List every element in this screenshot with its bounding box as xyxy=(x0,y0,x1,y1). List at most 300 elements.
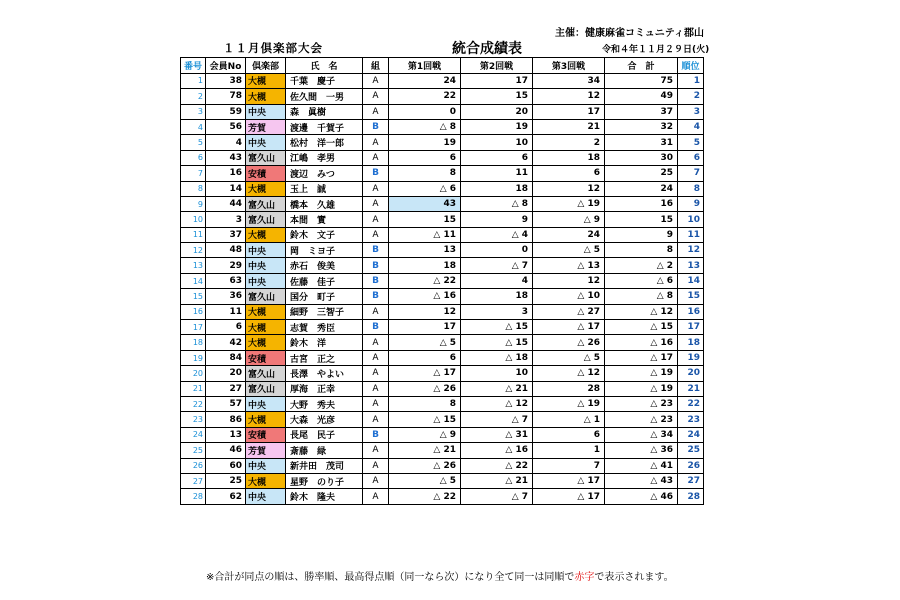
cell-member: 59 xyxy=(206,104,246,119)
cell-round3: △ 17 xyxy=(533,473,605,488)
cell-round2: △ 16 xyxy=(461,443,533,458)
cell-rank: 17 xyxy=(678,320,704,335)
cell-group: B xyxy=(363,166,389,181)
cell-rank: 25 xyxy=(678,443,704,458)
cell-name: 橋本 久雄 xyxy=(286,196,363,211)
cell-round2: △ 22 xyxy=(461,458,533,473)
cell-club: 安積 xyxy=(246,427,286,442)
cell-club: 中央 xyxy=(246,243,286,258)
cell-rank: 14 xyxy=(678,273,704,288)
cell-name: 千葉 慶子 xyxy=(286,73,363,88)
cell-group: B xyxy=(363,289,389,304)
cell-round3: 28 xyxy=(533,381,605,396)
cell-total: 24 xyxy=(605,181,678,196)
cell-member: 57 xyxy=(206,397,246,412)
cell-round2: 18 xyxy=(461,181,533,196)
cell-club: 中央 xyxy=(246,489,286,504)
cell-round3: △ 27 xyxy=(533,304,605,319)
cell-round3: 2 xyxy=(533,135,605,150)
table-row xyxy=(181,227,704,242)
cell-round3: △ 5 xyxy=(533,243,605,258)
results-table xyxy=(180,57,704,505)
cell-member: 37 xyxy=(206,227,246,242)
cell-club: 大槻 xyxy=(246,412,286,427)
cell-round3: △ 12 xyxy=(533,366,605,381)
table-row xyxy=(181,212,704,227)
cell-group: A xyxy=(363,89,389,104)
cell-no: 24 xyxy=(181,427,206,442)
event-title: １１月倶楽部大会 xyxy=(223,41,323,55)
col-header-member: 会員No xyxy=(206,58,246,74)
cell-no: 25 xyxy=(181,443,206,458)
cell-rank: 15 xyxy=(678,289,704,304)
table-row xyxy=(181,181,704,196)
cell-no: 14 xyxy=(181,273,206,288)
cell-rank: 18 xyxy=(678,335,704,350)
cell-rank: 1 xyxy=(678,73,704,88)
cell-no: 15 xyxy=(181,289,206,304)
cell-name: 佐久間 一男 xyxy=(286,89,363,104)
cell-round3: 7 xyxy=(533,458,605,473)
table-row xyxy=(181,381,704,396)
cell-name: 岡 ミヨ子 xyxy=(286,243,363,258)
cell-name: 志賀 秀臣 xyxy=(286,320,363,335)
cell-no: 22 xyxy=(181,397,206,412)
sponsor-text: 主催：健康麻雀コミュニティ郡山 xyxy=(555,28,704,39)
col-header-club: 倶楽部 xyxy=(246,58,286,74)
cell-rank: 8 xyxy=(678,181,704,196)
table-row xyxy=(181,320,704,335)
cell-member: 29 xyxy=(206,258,246,273)
cell-total: △ 46 xyxy=(605,489,678,504)
cell-name: 星野 のり子 xyxy=(286,473,363,488)
cell-member: 16 xyxy=(206,166,246,181)
cell-club: 富久山 xyxy=(246,289,286,304)
cell-round3: 34 xyxy=(533,73,605,88)
cell-no: 1 xyxy=(181,73,206,88)
table-row xyxy=(181,73,704,88)
cell-round1: 13 xyxy=(389,243,461,258)
cell-round2: 11 xyxy=(461,166,533,181)
cell-round3: 12 xyxy=(533,273,605,288)
cell-club: 大槻 xyxy=(246,335,286,350)
cell-total: △ 17 xyxy=(605,350,678,365)
cell-total: 9 xyxy=(605,227,678,242)
col-header-group: 組 xyxy=(363,58,389,74)
cell-name: 古宮 正之 xyxy=(286,350,363,365)
cell-round1: △ 5 xyxy=(389,473,461,488)
cell-total: △ 19 xyxy=(605,366,678,381)
cell-club: 中央 xyxy=(246,104,286,119)
cell-rank: 4 xyxy=(678,119,704,134)
cell-group: A xyxy=(363,227,389,242)
cell-club: 大槻 xyxy=(246,73,286,88)
cell-no: 17 xyxy=(181,320,206,335)
cell-member: 4 xyxy=(206,135,246,150)
table-row xyxy=(181,243,704,258)
cell-name: 鈴木 隆夫 xyxy=(286,489,363,504)
cell-round1: 24 xyxy=(389,73,461,88)
cell-name: 厚海 正幸 xyxy=(286,381,363,396)
cell-group: A xyxy=(363,104,389,119)
table-row xyxy=(181,196,704,211)
cell-total: 30 xyxy=(605,150,678,165)
cell-rank: 16 xyxy=(678,304,704,319)
cell-rank: 21 xyxy=(678,381,704,396)
cell-round3: △ 19 xyxy=(533,196,605,211)
cell-total: △ 8 xyxy=(605,289,678,304)
cell-total: △ 36 xyxy=(605,443,678,458)
col-header-total: 合 計 xyxy=(605,58,678,74)
cell-round2: 15 xyxy=(461,89,533,104)
cell-round2: △ 7 xyxy=(461,258,533,273)
cell-rank: 23 xyxy=(678,412,704,427)
cell-no: 20 xyxy=(181,366,206,381)
cell-no: 7 xyxy=(181,166,206,181)
cell-group: A xyxy=(363,443,389,458)
cell-group: A xyxy=(363,335,389,350)
cell-member: 25 xyxy=(206,473,246,488)
cell-rank: 26 xyxy=(678,458,704,473)
cell-total: 16 xyxy=(605,196,678,211)
table-row xyxy=(181,258,704,273)
cell-member: 63 xyxy=(206,273,246,288)
cell-round3: 12 xyxy=(533,181,605,196)
table-row xyxy=(181,89,704,104)
cell-name: 本間 實 xyxy=(286,212,363,227)
cell-member: 3 xyxy=(206,212,246,227)
cell-group: A xyxy=(363,458,389,473)
cell-round1: 19 xyxy=(389,135,461,150)
table-row xyxy=(181,166,704,181)
cell-round3: △ 17 xyxy=(533,320,605,335)
cell-total: 37 xyxy=(605,104,678,119)
cell-round2: △ 31 xyxy=(461,427,533,442)
col-header-r3: 第3回戦 xyxy=(533,58,605,74)
cell-member: 62 xyxy=(206,489,246,504)
cell-name: 渡辺 みつ xyxy=(286,166,363,181)
cell-round1: 18 xyxy=(389,258,461,273)
cell-rank: 7 xyxy=(678,166,704,181)
cell-club: 中央 xyxy=(246,273,286,288)
cell-group: A xyxy=(363,150,389,165)
cell-name: 長尾 民子 xyxy=(286,427,363,442)
cell-club: 富久山 xyxy=(246,212,286,227)
cell-name: 大森 光彦 xyxy=(286,412,363,427)
cell-group: A xyxy=(363,181,389,196)
cell-name: 松村 洋一郎 xyxy=(286,135,363,150)
cell-round1: △ 9 xyxy=(389,427,461,442)
cell-round2: 6 xyxy=(461,150,533,165)
cell-total: △ 16 xyxy=(605,335,678,350)
cell-no: 19 xyxy=(181,350,206,365)
table-row xyxy=(181,473,704,488)
cell-member: 36 xyxy=(206,289,246,304)
cell-name: 江嶋 孝男 xyxy=(286,150,363,165)
cell-round1: 6 xyxy=(389,350,461,365)
cell-rank: 22 xyxy=(678,397,704,412)
cell-member: 20 xyxy=(206,366,246,381)
cell-name: 佐藤 佳子 xyxy=(286,273,363,288)
cell-group: A xyxy=(363,366,389,381)
cell-round3: △ 13 xyxy=(533,258,605,273)
cell-group: B xyxy=(363,243,389,258)
page-title: 統合成績表 xyxy=(452,41,522,57)
cell-group: B xyxy=(363,273,389,288)
cell-member: 46 xyxy=(206,443,246,458)
cell-round3: 1 xyxy=(533,443,605,458)
cell-club: 中央 xyxy=(246,258,286,273)
cell-no: 26 xyxy=(181,458,206,473)
footnote-red-text: 赤字 xyxy=(574,572,595,583)
cell-rank: 12 xyxy=(678,243,704,258)
cell-name: 森 眞樹 xyxy=(286,104,363,119)
cell-round1: 15 xyxy=(389,212,461,227)
footnote-text: ※合計が同点の順は、勝率順、最高得点順（同一なら次）になり全て同一は同順で xyxy=(206,572,575,583)
cell-round1: △ 16 xyxy=(389,289,461,304)
event-date: 令和４年１１月２９日(火) xyxy=(602,45,710,55)
footnote xyxy=(206,568,674,583)
cell-name: 鈴木 洋 xyxy=(286,335,363,350)
table-row xyxy=(181,458,704,473)
table-row xyxy=(181,412,704,427)
cell-no: 3 xyxy=(181,104,206,119)
cell-club: 大槻 xyxy=(246,89,286,104)
cell-group: A xyxy=(363,473,389,488)
cell-no: 12 xyxy=(181,243,206,258)
cell-round3: △ 5 xyxy=(533,350,605,365)
cell-round3: △ 17 xyxy=(533,489,605,504)
cell-rank: 9 xyxy=(678,196,704,211)
table-row xyxy=(181,289,704,304)
cell-club: 大槻 xyxy=(246,304,286,319)
cell-round3: △ 9 xyxy=(533,212,605,227)
cell-club: 富久山 xyxy=(246,366,286,381)
cell-round1: △ 8 xyxy=(389,119,461,134)
cell-no: 4 xyxy=(181,119,206,134)
cell-rank: 10 xyxy=(678,212,704,227)
cell-member: 11 xyxy=(206,304,246,319)
cell-round1: △ 17 xyxy=(389,366,461,381)
cell-group: B xyxy=(363,427,389,442)
cell-total: △ 12 xyxy=(605,304,678,319)
cell-rank: 2 xyxy=(678,89,704,104)
cell-member: 56 xyxy=(206,119,246,134)
cell-member: 42 xyxy=(206,335,246,350)
footnote-text-end: で表示されます。 xyxy=(594,572,674,583)
cell-no: 13 xyxy=(181,258,206,273)
cell-round1: △ 15 xyxy=(389,412,461,427)
table-row xyxy=(181,119,704,134)
cell-name: 赤石 俊美 xyxy=(286,258,363,273)
cell-name: 渡邊 千賀子 xyxy=(286,119,363,134)
cell-no: 18 xyxy=(181,335,206,350)
cell-group: A xyxy=(363,73,389,88)
cell-round2: 19 xyxy=(461,119,533,134)
cell-round1: 8 xyxy=(389,397,461,412)
cell-no: 9 xyxy=(181,196,206,211)
cell-no: 28 xyxy=(181,489,206,504)
col-header-r1: 第1回戦 xyxy=(389,58,461,74)
cell-round3: 6 xyxy=(533,427,605,442)
cell-rank: 28 xyxy=(678,489,704,504)
cell-member: 84 xyxy=(206,350,246,365)
cell-round3: 21 xyxy=(533,119,605,134)
cell-club: 芳賀 xyxy=(246,119,286,134)
table-row xyxy=(181,366,704,381)
cell-round1: 6 xyxy=(389,150,461,165)
cell-round1: 12 xyxy=(389,304,461,319)
cell-club: 中央 xyxy=(246,397,286,412)
col-header-name: 氏 名 xyxy=(286,58,363,74)
cell-round2: 4 xyxy=(461,273,533,288)
cell-total: △ 43 xyxy=(605,473,678,488)
cell-group: B xyxy=(363,119,389,134)
cell-round1: △ 6 xyxy=(389,181,461,196)
cell-member: 14 xyxy=(206,181,246,196)
table-row xyxy=(181,443,704,458)
cell-round2: 3 xyxy=(461,304,533,319)
cell-round2: △ 15 xyxy=(461,335,533,350)
cell-club: 富久山 xyxy=(246,196,286,211)
cell-club: 大槻 xyxy=(246,320,286,335)
cell-round2: 17 xyxy=(461,73,533,88)
cell-name: 細野 三智子 xyxy=(286,304,363,319)
cell-no: 10 xyxy=(181,212,206,227)
cell-total: 32 xyxy=(605,119,678,134)
cell-round2: △ 18 xyxy=(461,350,533,365)
cell-member: 13 xyxy=(206,427,246,442)
cell-club: 中央 xyxy=(246,458,286,473)
table-row xyxy=(181,304,704,319)
cell-round1: 17 xyxy=(389,320,461,335)
cell-name: 国分 町子 xyxy=(286,289,363,304)
cell-total: 15 xyxy=(605,212,678,227)
cell-no: 6 xyxy=(181,150,206,165)
cell-name: 大野 秀夫 xyxy=(286,397,363,412)
cell-round1: △ 26 xyxy=(389,458,461,473)
cell-round2: 20 xyxy=(461,104,533,119)
cell-rank: 11 xyxy=(678,227,704,242)
cell-rank: 13 xyxy=(678,258,704,273)
cell-rank: 24 xyxy=(678,427,704,442)
cell-no: 11 xyxy=(181,227,206,242)
cell-name: 新井田 茂司 xyxy=(286,458,363,473)
cell-round2: 18 xyxy=(461,289,533,304)
cell-group: B xyxy=(363,258,389,273)
cell-total: △ 41 xyxy=(605,458,678,473)
cell-club: 大槻 xyxy=(246,181,286,196)
table-row xyxy=(181,273,704,288)
cell-name: 玉上 誠 xyxy=(286,181,363,196)
cell-total: △ 34 xyxy=(605,427,678,442)
cell-round2: △ 15 xyxy=(461,320,533,335)
cell-club: 中央 xyxy=(246,135,286,150)
cell-round3: 12 xyxy=(533,89,605,104)
cell-round2: △ 4 xyxy=(461,227,533,242)
cell-round1: 43 xyxy=(389,196,461,211)
cell-club: 安積 xyxy=(246,350,286,365)
cell-rank: 3 xyxy=(678,104,704,119)
cell-member: 48 xyxy=(206,243,246,258)
cell-group: A xyxy=(363,412,389,427)
cell-club: 安積 xyxy=(246,166,286,181)
cell-no: 8 xyxy=(181,181,206,196)
cell-group: A xyxy=(363,381,389,396)
cell-round1: △ 21 xyxy=(389,443,461,458)
cell-round2: △ 21 xyxy=(461,473,533,488)
cell-group: B xyxy=(363,320,389,335)
cell-no: 23 xyxy=(181,412,206,427)
cell-member: 44 xyxy=(206,196,246,211)
cell-name: 鈴木 文子 xyxy=(286,227,363,242)
cell-total: 8 xyxy=(605,243,678,258)
table-row xyxy=(181,397,704,412)
cell-round1: 22 xyxy=(389,89,461,104)
cell-group: A xyxy=(363,212,389,227)
cell-rank: 20 xyxy=(678,366,704,381)
cell-round1: △ 22 xyxy=(389,273,461,288)
cell-no: 2 xyxy=(181,89,206,104)
cell-total: 49 xyxy=(605,89,678,104)
cell-round1: △ 22 xyxy=(389,489,461,504)
cell-round2: 0 xyxy=(461,243,533,258)
cell-group: A xyxy=(363,304,389,319)
cell-round1: △ 11 xyxy=(389,227,461,242)
cell-total: △ 2 xyxy=(605,258,678,273)
cell-rank: 5 xyxy=(678,135,704,150)
cell-club: 富久山 xyxy=(246,381,286,396)
cell-total: △ 6 xyxy=(605,273,678,288)
cell-club: 大槻 xyxy=(246,473,286,488)
table-row xyxy=(181,350,704,365)
cell-round1: △ 5 xyxy=(389,335,461,350)
table-row xyxy=(181,489,704,504)
cell-total: △ 23 xyxy=(605,412,678,427)
cell-no: 27 xyxy=(181,473,206,488)
cell-group: A xyxy=(363,397,389,412)
cell-group: A xyxy=(363,135,389,150)
cell-member: 86 xyxy=(206,412,246,427)
table-row xyxy=(181,335,704,350)
cell-round2: 9 xyxy=(461,212,533,227)
cell-round3: △ 10 xyxy=(533,289,605,304)
cell-club: 大槻 xyxy=(246,227,286,242)
cell-total: 31 xyxy=(605,135,678,150)
cell-member: 27 xyxy=(206,381,246,396)
cell-club: 富久山 xyxy=(246,150,286,165)
cell-round3: 6 xyxy=(533,166,605,181)
cell-round1: 8 xyxy=(389,166,461,181)
cell-round2: △ 21 xyxy=(461,381,533,396)
cell-club: 芳賀 xyxy=(246,443,286,458)
cell-member: 38 xyxy=(206,73,246,88)
cell-member: 78 xyxy=(206,89,246,104)
cell-round2: 10 xyxy=(461,135,533,150)
col-header-no: 番号 xyxy=(181,58,206,74)
cell-round2: 10 xyxy=(461,366,533,381)
cell-name: 斎藤 緑 xyxy=(286,443,363,458)
cell-member: 6 xyxy=(206,320,246,335)
cell-total: △ 23 xyxy=(605,397,678,412)
cell-total: 75 xyxy=(605,73,678,88)
cell-round3: 18 xyxy=(533,150,605,165)
cell-member: 60 xyxy=(206,458,246,473)
cell-no: 5 xyxy=(181,135,206,150)
cell-group: A xyxy=(363,489,389,504)
cell-group: A xyxy=(363,350,389,365)
cell-no: 21 xyxy=(181,381,206,396)
